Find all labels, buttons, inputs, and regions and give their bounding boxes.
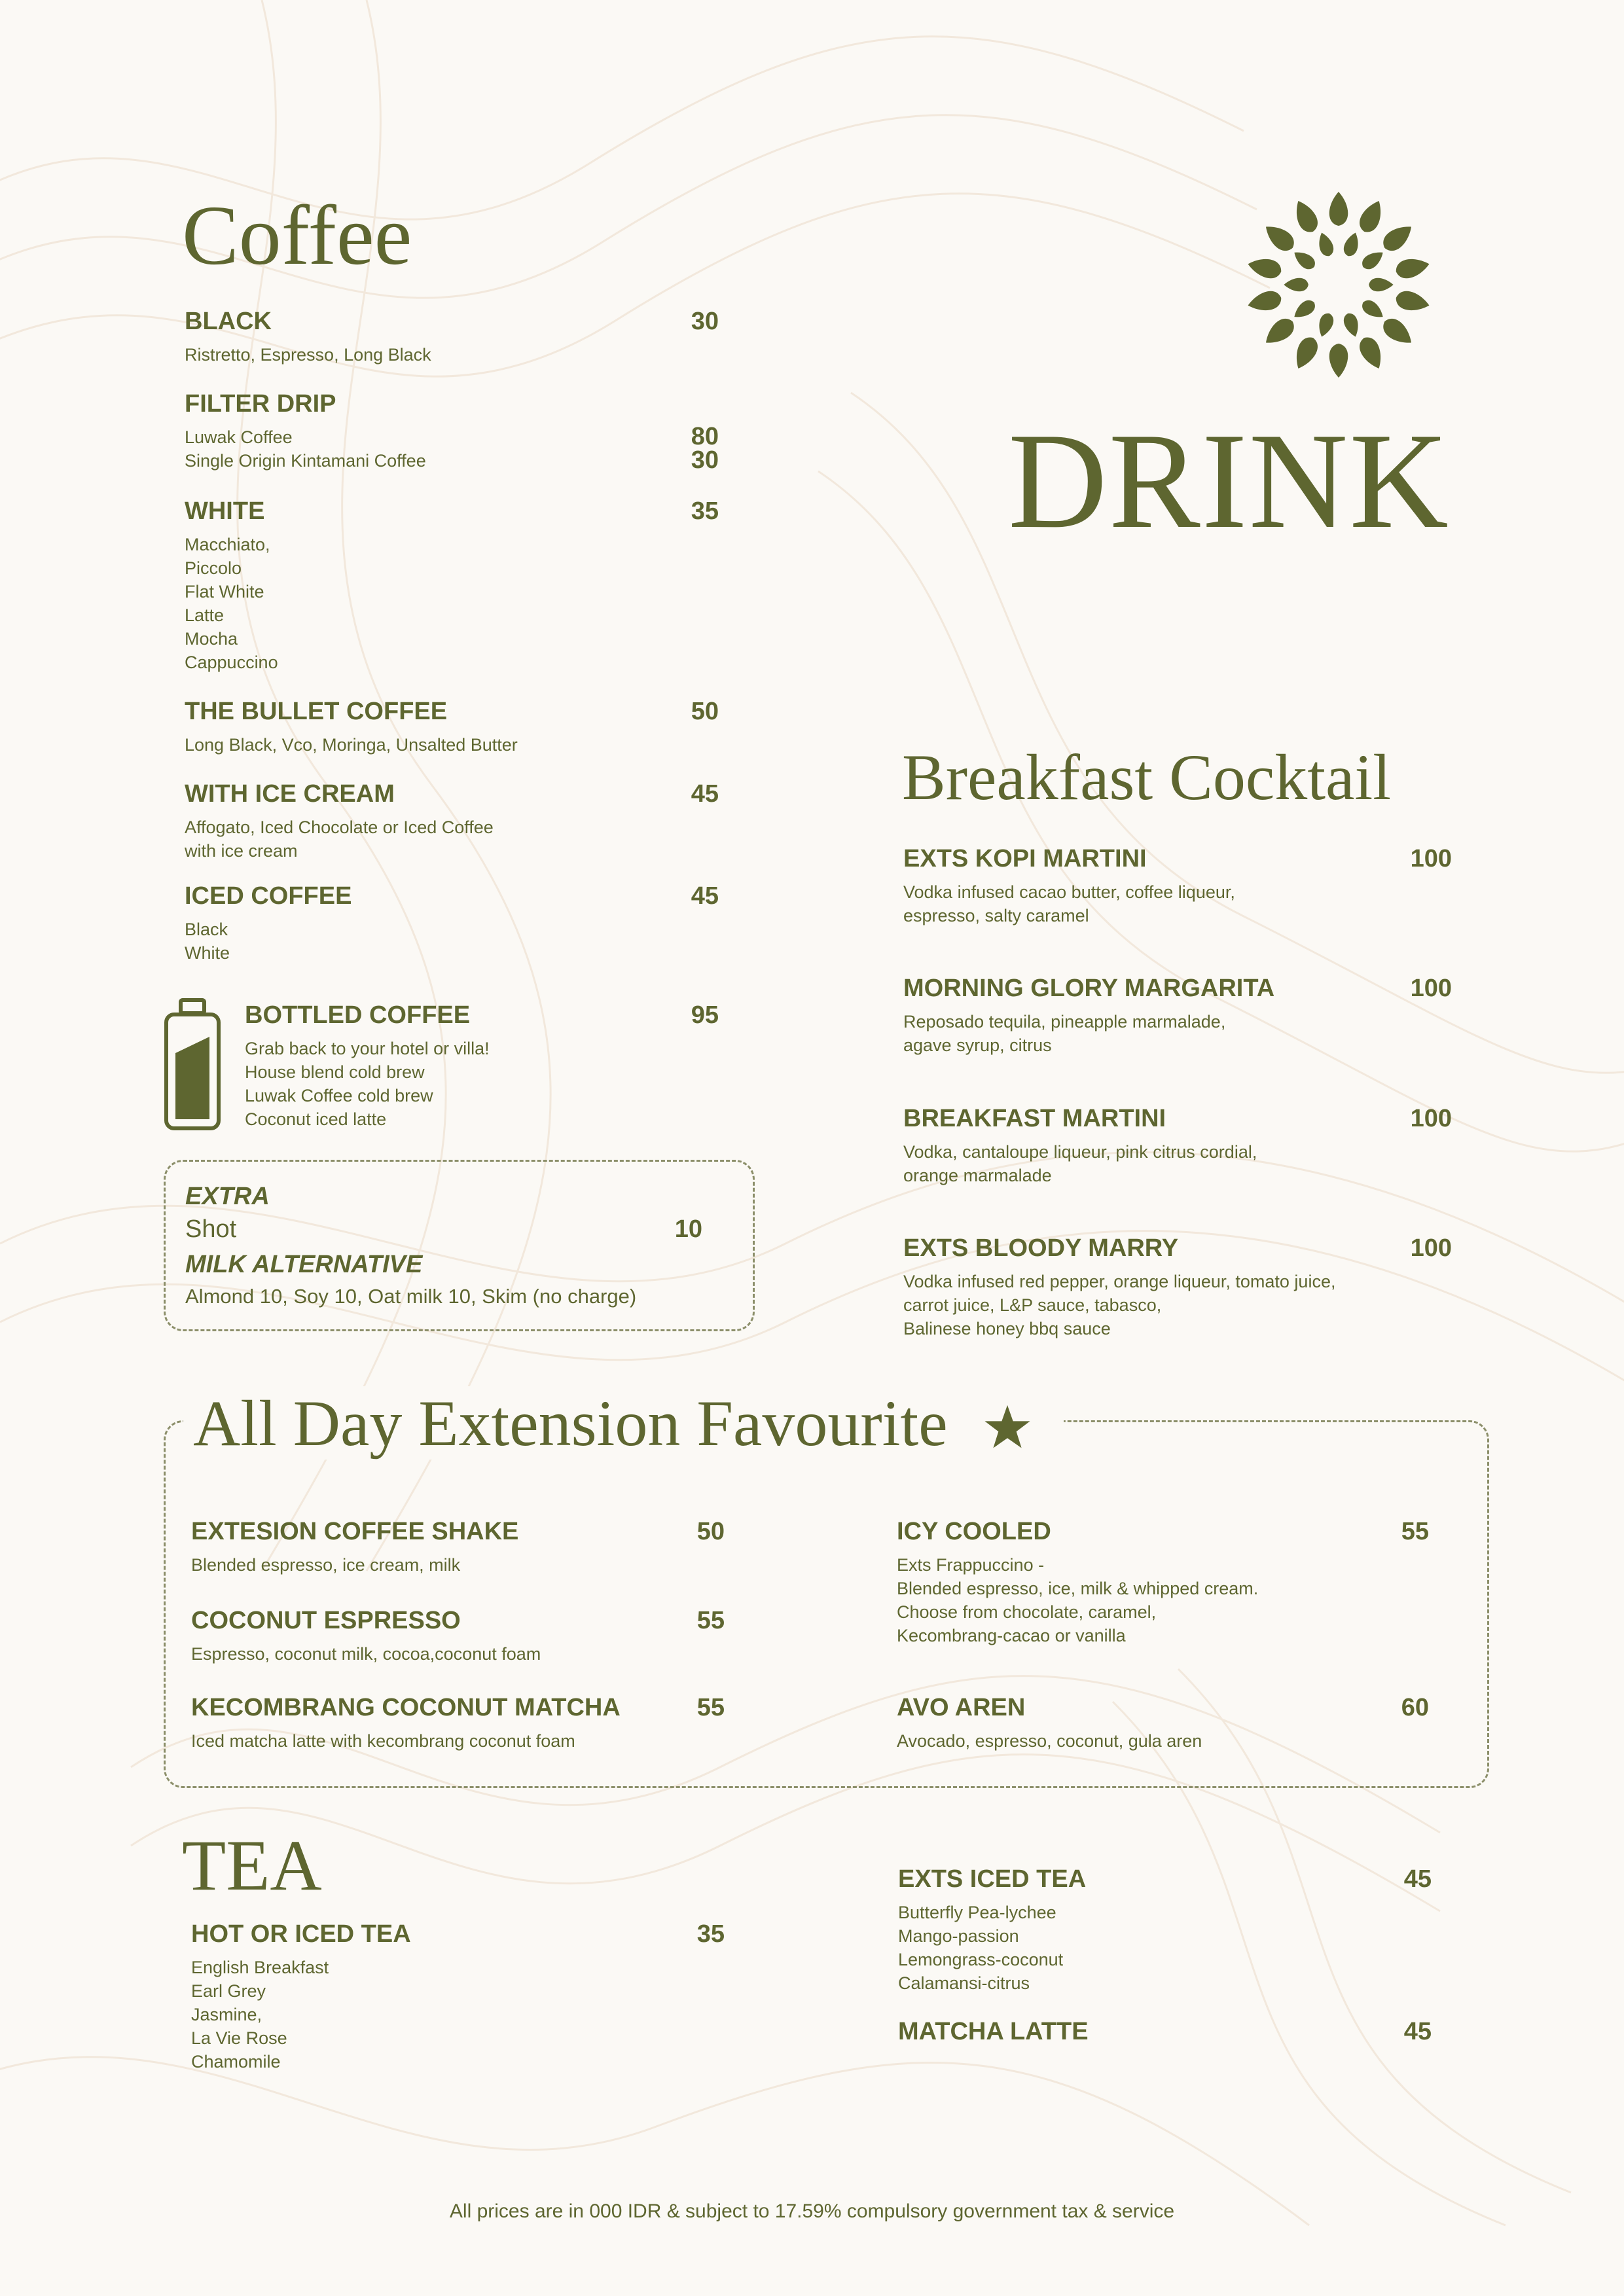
item-price: 60 — [1401, 1694, 1429, 1721]
logo-petal — [1341, 230, 1362, 258]
logo-petal — [1394, 289, 1432, 314]
item-description — [191, 1642, 541, 1666]
description-line: Jasmine, — [191, 2005, 262, 2024]
menu-item — [185, 391, 426, 473]
menu-item — [185, 309, 431, 367]
description-line: Reposado tequila, pineapple marmalade, — [903, 1012, 1226, 1031]
item-name: BOTTLED COFFEE — [245, 1001, 471, 1029]
logo-petal — [1359, 247, 1386, 273]
description-line: Grab back to your hotel or villa! — [245, 1039, 490, 1058]
item-name: HOT OR ICED TEA — [191, 1920, 411, 1948]
menu-item — [897, 1519, 1258, 1647]
item-price: 45 — [691, 882, 719, 910]
item-name: ICY COOLED — [897, 1518, 1051, 1545]
description-line: Lemongrass-coconut — [898, 1950, 1064, 1969]
description-line: Luwak Coffee — [185, 427, 293, 447]
item-name: MORNING GLORY MARGARITA — [903, 975, 1275, 1002]
logo-petal — [1356, 197, 1387, 236]
description-line: Affogato, Iced Chocolate or Iced Coffee — [185, 817, 494, 837]
menu-item — [903, 1236, 1335, 1340]
item-description — [245, 1037, 490, 1131]
description-line: Latte — [185, 605, 225, 625]
extra-box — [164, 1160, 755, 1331]
footer-note: All prices are in 000 IDR & subject to 17.59% compulsory government tax & service — [449, 2200, 1175, 2222]
item-price: 100 — [1410, 1105, 1452, 1132]
menu-item — [898, 2019, 1089, 2044]
item-name: MATCHA LATTE — [898, 2018, 1089, 2045]
description-line: Kecombrang-cacao or vanilla — [897, 1626, 1126, 1645]
item-name: EXTESION COFFEE SHAKE — [191, 1518, 519, 1545]
description-line: Iced matcha latte with kecombrang coconut foam — [191, 1731, 575, 1751]
description-line: Luwak Coffee cold brew — [245, 1086, 433, 1105]
logo-petal — [1290, 247, 1318, 273]
tea-heading: TEA — [182, 1825, 322, 1905]
flower-wreath-icon — [1240, 187, 1437, 383]
item-description — [185, 918, 352, 965]
description-line: Black — [185, 920, 228, 939]
menu-item — [898, 1867, 1086, 1995]
description-line: Flat White — [185, 582, 264, 601]
item-name: EXTS ICED TEA — [898, 1865, 1087, 1893]
description-line: Exts Frappuccino - — [897, 1555, 1045, 1575]
description-line: Balinese honey bbq sauce — [903, 1319, 1111, 1338]
logo-petal — [1290, 297, 1318, 323]
description-line: Espresso, coconut milk, cocoa,coconut foam — [191, 1644, 541, 1664]
item-name: BREAKFAST MARTINI — [903, 1105, 1166, 1132]
milk-alternative-desc: Almond 10, Soy 10, Oat milk 10, Skim (no charge) — [185, 1285, 637, 1308]
logo-petal — [1246, 255, 1283, 280]
description-line: La Vie Rose — [191, 2028, 287, 2048]
item-description — [898, 1901, 1086, 1995]
item-description — [903, 1140, 1257, 1187]
description-line: Choose from chocolate, caramel, — [897, 1602, 1157, 1622]
item-price: 50 — [696, 1518, 725, 1545]
logo-petal — [1379, 314, 1416, 350]
logo-petal — [1379, 219, 1416, 255]
item-price: 30 — [691, 308, 719, 335]
line-price: 80 — [691, 423, 719, 450]
item-price: 45 — [1403, 1865, 1432, 1893]
description-line: with ice cream — [185, 841, 298, 861]
description-line: Mango-passion — [898, 1926, 1019, 1946]
item-name: BLACK — [185, 308, 272, 335]
description-line: Coconut iced latte — [245, 1109, 387, 1129]
menu-item — [903, 846, 1235, 927]
description-line: Long Black, Vco, Moringa, Unsalted Butter — [185, 735, 518, 755]
item-name: THE BULLET COFFEE — [185, 698, 448, 725]
menu-item — [897, 1695, 1202, 1753]
item-description — [191, 1956, 411, 2073]
logo-petal — [1329, 192, 1348, 226]
logo-petal — [1246, 289, 1283, 314]
description-line: Calamansi-citrus — [898, 1973, 1030, 1993]
line-price: 30 — [691, 446, 719, 474]
item-name: AVO AREN — [897, 1694, 1026, 1721]
menu-item — [185, 781, 494, 863]
menu-item — [245, 1003, 490, 1131]
extra-shot-price: 10 — [674, 1215, 702, 1243]
item-name: ICED COFFEE — [185, 882, 352, 910]
menu-item — [903, 1106, 1257, 1187]
description-line: English Breakfast — [191, 1958, 329, 1977]
item-name: COCONUT ESPRESSO — [191, 1607, 461, 1634]
description-line: Blended espresso, ice cream, milk — [191, 1555, 461, 1575]
item-price: 55 — [696, 1607, 725, 1634]
description-line: Mocha — [185, 629, 238, 649]
description-line: Vodka infused cacao butter, coffee liqueur, — [903, 882, 1235, 902]
logo-petal — [1290, 334, 1322, 372]
item-description — [185, 816, 494, 863]
item-price: 100 — [1410, 1234, 1452, 1262]
item-price: 55 — [1401, 1518, 1429, 1545]
item-description — [191, 1729, 621, 1753]
coffee-heading: Coffee — [182, 188, 412, 283]
menu-item — [191, 1695, 621, 1753]
logo-petal — [1359, 297, 1386, 323]
logo-petal — [1394, 255, 1432, 280]
logo-petal — [1315, 230, 1335, 258]
logo-petal — [1290, 197, 1322, 236]
item-price: 55 — [696, 1694, 725, 1721]
description-line: Blended espresso, ice, milk & whipped cream. — [897, 1579, 1259, 1598]
item-price: 35 — [691, 497, 719, 525]
logo-petal — [1329, 344, 1348, 378]
extra-shot-label: Shot — [185, 1215, 237, 1243]
description-line: espresso, salty caramel — [903, 906, 1089, 925]
description-line: Macchiato, — [185, 535, 270, 554]
menu-item — [185, 884, 352, 965]
item-description — [185, 343, 431, 367]
favourite-heading: All Day Extension Favourite — [193, 1387, 948, 1460]
description-line: Chamomile — [191, 2052, 281, 2072]
item-name: FILTER DRIP — [185, 390, 336, 418]
description-line: House blend cold brew — [245, 1062, 425, 1082]
description-line: Earl Grey — [191, 1981, 266, 2001]
description-line: agave syrup, citrus — [903, 1035, 1052, 1055]
bottle-icon — [162, 997, 223, 1132]
item-price: 35 — [696, 1920, 725, 1948]
logo-petal — [1315, 312, 1335, 339]
description-line: orange marmalade — [903, 1166, 1052, 1185]
description-line: Vodka, cantaloupe liqueur, pink citrus cordial, — [903, 1142, 1257, 1162]
item-price: 100 — [1410, 845, 1452, 872]
item-description — [897, 1553, 1258, 1647]
description-line: carrot juice, L&P sauce, tabasco, — [903, 1295, 1162, 1315]
milk-alternative-label: MILK ALTERNATIVE — [185, 1251, 423, 1278]
item-description — [185, 533, 278, 674]
logo-petal — [1341, 312, 1362, 339]
item-price: 45 — [1403, 2018, 1432, 2045]
description-line: Single Origin Kintamani Coffee — [185, 451, 426, 471]
menu-item — [191, 1922, 411, 2073]
description-line: Cappuccino — [185, 653, 278, 672]
logo-petal — [1369, 278, 1393, 292]
description-line: Avocado, espresso, coconut, gula aren — [897, 1731, 1202, 1751]
extra-label: EXTRA — [185, 1183, 270, 1210]
logo-petal — [1356, 334, 1387, 372]
item-description — [903, 1270, 1335, 1340]
description-line: Butterfly Pea-lychee — [898, 1903, 1056, 1922]
item-price: 100 — [1410, 975, 1452, 1002]
description-line: Vodka infused red pepper, orange liqueur, tomato juice, — [903, 1272, 1336, 1291]
drink-title: DRINK — [1008, 405, 1450, 557]
breakfast-cocktail-heading: Breakfast Cocktail — [902, 741, 1391, 814]
menu-item — [191, 1519, 518, 1577]
menu-item — [185, 699, 518, 757]
star-icon — [984, 1404, 1031, 1450]
logo-petal — [1260, 314, 1298, 350]
menu-item — [903, 976, 1274, 1057]
item-description — [191, 1553, 518, 1577]
item-description — [897, 1729, 1202, 1753]
item-description — [903, 1010, 1274, 1057]
item-name: WHITE — [185, 497, 265, 525]
logo-petal — [1284, 278, 1308, 292]
item-name: EXTS BLOODY MARRY — [903, 1234, 1179, 1262]
item-price: 50 — [691, 698, 719, 725]
item-description — [185, 733, 518, 757]
description-line: Piccolo — [185, 558, 242, 578]
menu-item — [185, 499, 278, 674]
description-line: Ristretto, Espresso, Long Black — [185, 345, 431, 365]
logo-petal — [1260, 219, 1298, 255]
item-name: KECOMBRANG COCONUT MATCHA — [191, 1694, 621, 1721]
menu-item — [191, 1608, 541, 1666]
item-price: 45 — [691, 780, 719, 808]
item-name: EXTS KOPI MARTINI — [903, 845, 1147, 872]
item-name: WITH ICE CREAM — [185, 780, 395, 808]
description-line: White — [185, 943, 230, 963]
item-description — [185, 425, 426, 473]
item-description — [903, 880, 1235, 927]
item-price: 95 — [691, 1001, 719, 1029]
